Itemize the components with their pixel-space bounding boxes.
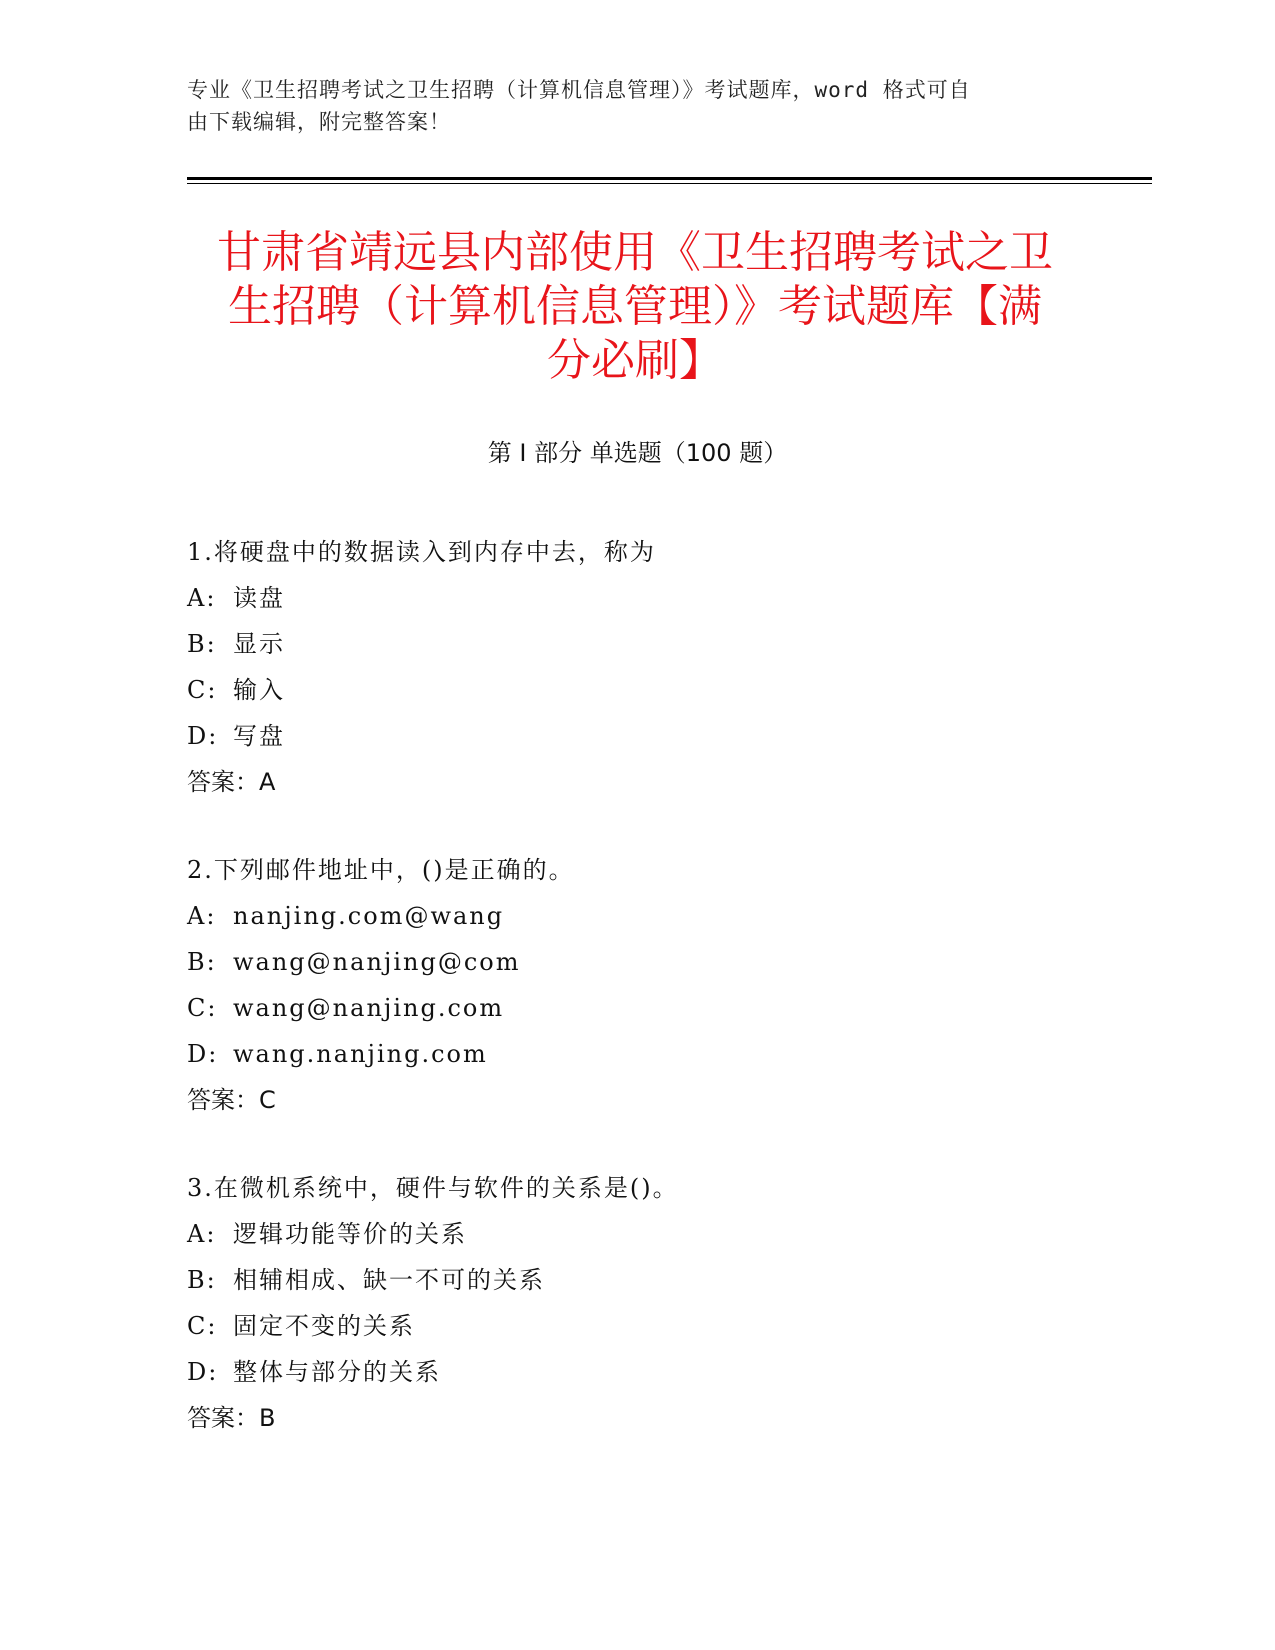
question-3	[187, 1165, 1087, 1441]
option-letter: A:	[187, 584, 217, 612]
question-stem: 3.在微机系统中，硬件与软件的关系是()。	[187, 1174, 679, 1202]
option-d	[187, 1031, 1087, 1077]
option-letter: A:	[187, 1220, 217, 1248]
option-text: nanjing.com@wang	[233, 902, 505, 930]
answer-key: 答案：C	[187, 1086, 276, 1114]
option-text: 写盘	[233, 722, 285, 750]
option-text: 相辅相成、缺一不可的关系	[233, 1266, 545, 1294]
option-a	[187, 1211, 1087, 1257]
option-letter: D:	[187, 1358, 219, 1386]
option-letter: D:	[187, 722, 219, 750]
question-stem: 1.将硬盘中的数据读入到内存中去，称为	[187, 538, 656, 566]
section-heading: 第 I 部分 单选题（100 题）	[487, 439, 788, 467]
question-2	[187, 847, 1087, 1123]
option-text: 整体与部分的关系	[233, 1358, 441, 1386]
option-b	[187, 621, 1087, 667]
header-divider-thin	[187, 183, 1152, 184]
option-text: wang@nanjing.com	[233, 994, 505, 1022]
document-title-line-3: 分必刷】	[547, 335, 723, 386]
option-letter: B:	[187, 948, 217, 976]
option-a	[187, 893, 1087, 939]
option-text: 显示	[233, 630, 285, 658]
question-stem: 2.下列邮件地址中，()是正确的。	[187, 856, 575, 884]
header-note-line-1: 专业《卫生招聘考试之卫生招聘（计算机信息管理）》考试题库，word 格式可自	[187, 78, 971, 102]
option-letter: C:	[187, 994, 218, 1022]
option-letter: C:	[187, 676, 218, 704]
question-1	[187, 529, 1087, 805]
option-text: 读盘	[233, 584, 285, 612]
option-letter: B:	[187, 630, 217, 658]
option-letter: B:	[187, 1266, 217, 1294]
header-note-line-2: 由下载编辑，附完整答案！	[187, 110, 451, 134]
option-d	[187, 713, 1087, 759]
header-divider-thick	[187, 177, 1152, 180]
question-list	[187, 529, 1087, 1483]
answer-key: 答案：A	[187, 768, 276, 796]
document-title-line-1: 甘肃省靖远县内部使用《卫生招聘考试之卫	[217, 227, 1053, 278]
option-c	[187, 667, 1087, 713]
option-letter: C:	[187, 1312, 218, 1340]
option-text: 逻辑功能等价的关系	[233, 1220, 467, 1248]
option-b	[187, 1257, 1087, 1303]
option-letter: D:	[187, 1040, 219, 1068]
option-text: wang@nanjing@com	[233, 948, 521, 976]
option-text: 固定不变的关系	[233, 1312, 415, 1340]
document-title	[195, 226, 1075, 388]
option-c	[187, 1303, 1087, 1349]
answer-key: 答案：B	[187, 1404, 276, 1432]
option-text: 输入	[233, 676, 285, 704]
option-text: wang.nanjing.com	[233, 1040, 488, 1068]
option-letter: A:	[187, 902, 217, 930]
document-title-line-2: 生招聘（计算机信息管理）》考试题库【满	[228, 281, 1042, 332]
option-d	[187, 1349, 1087, 1395]
header-note	[187, 74, 1067, 138]
option-a	[187, 575, 1087, 621]
option-c	[187, 985, 1087, 1031]
option-b	[187, 939, 1087, 985]
